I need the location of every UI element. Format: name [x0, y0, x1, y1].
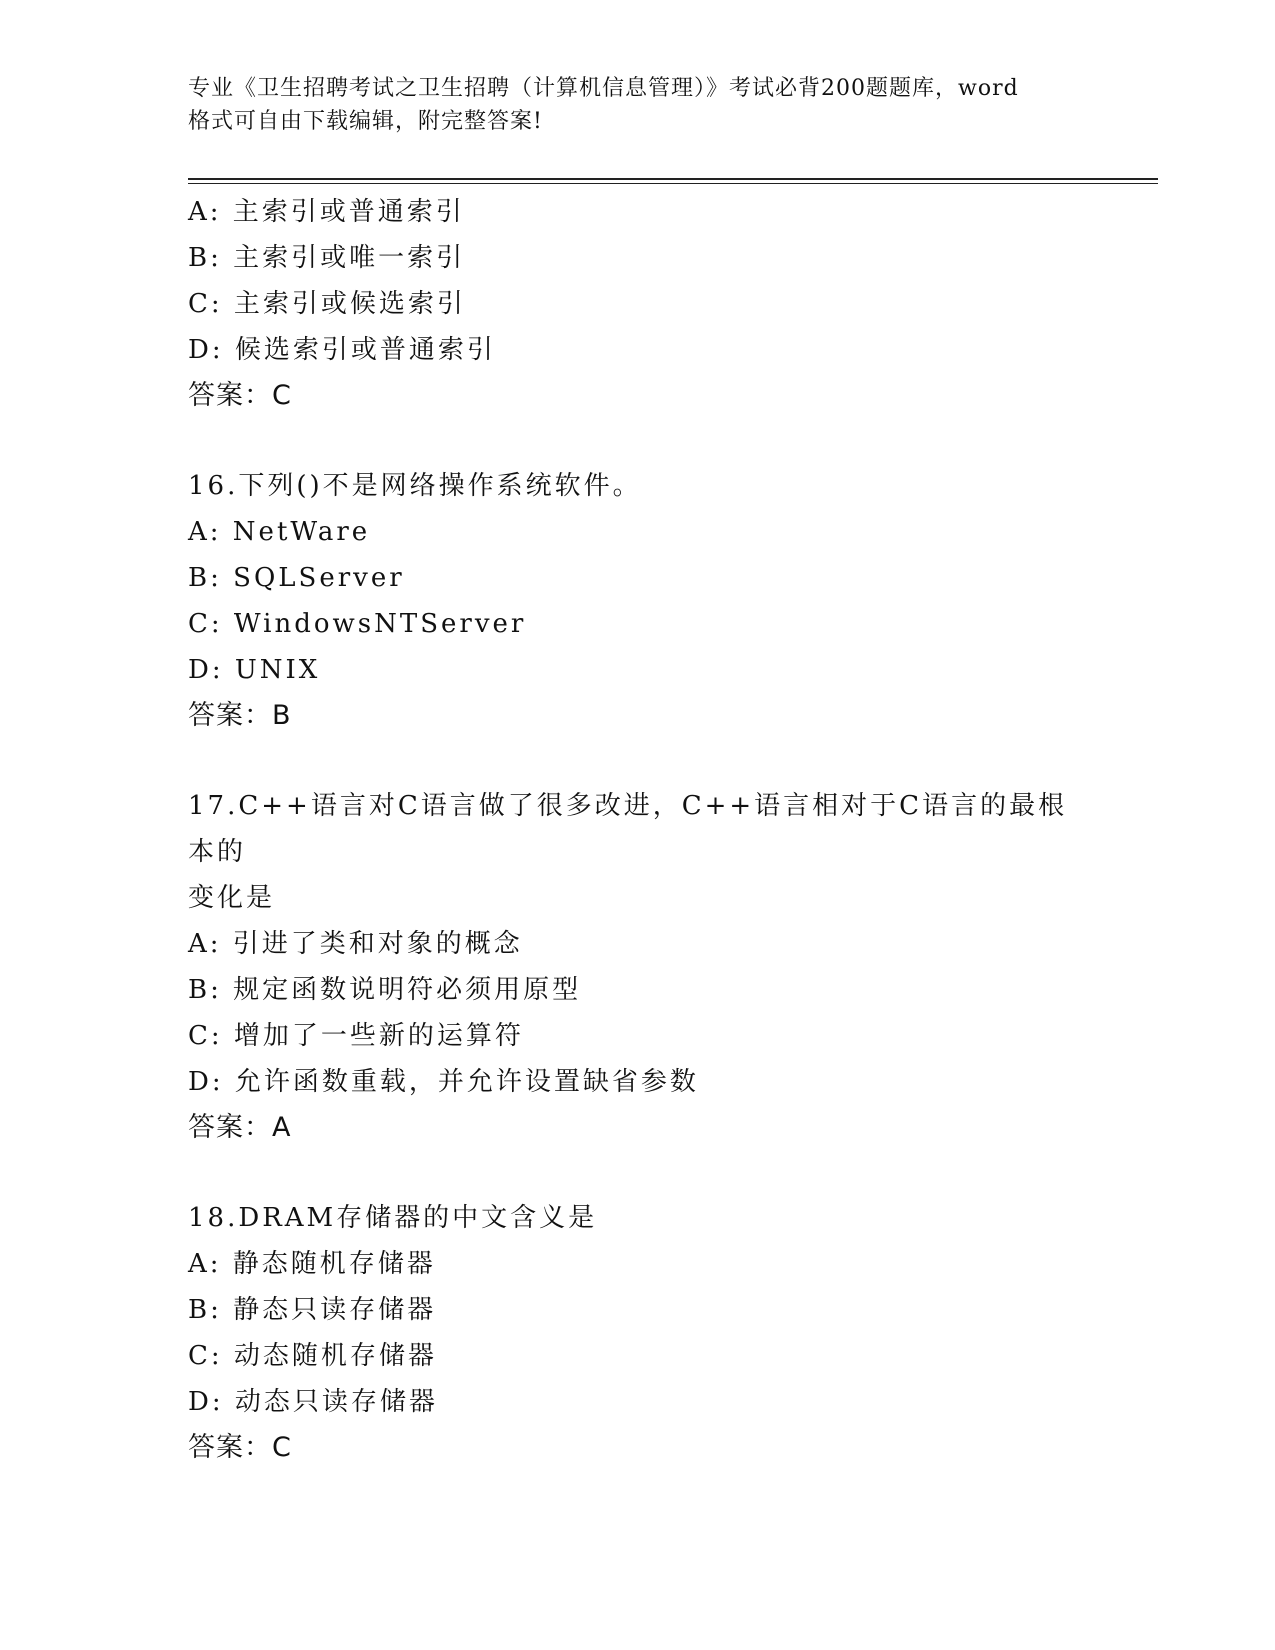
option-a: A: 静态随机存储器: [188, 1249, 436, 1279]
option-a: A: 引进了类和对象的概念: [188, 929, 523, 959]
question-spacer: [188, 739, 1088, 783]
option-a: A: 主索引或普通索引: [188, 197, 465, 227]
option-b: B: 规定函数说明符必须用原型: [188, 975, 582, 1005]
question-17: [188, 783, 1088, 1151]
option-a: A: NetWare: [188, 517, 371, 547]
question-list: [188, 189, 1088, 1471]
question-title-line-2: 变化是: [188, 883, 276, 913]
answer-line: 答案：C: [188, 380, 292, 411]
question-spacer: [188, 419, 1088, 463]
option-d: D: 允许函数重载，并允许设置缺省参数: [188, 1067, 699, 1097]
answer-line: 答案：B: [188, 700, 292, 731]
option-d: D: UNIX: [188, 655, 321, 685]
header-rule-thin: [188, 183, 1158, 184]
question-spacer: [188, 1151, 1088, 1195]
document-header: [188, 72, 1088, 138]
option-c: C: 动态随机存储器: [188, 1341, 437, 1371]
question-title-line-1: 17.C++语言对C语言做了很多改进，C++语言相对于C语言的最根本的: [188, 791, 1068, 867]
question-title: 16.下列()不是网络操作系统软件。: [188, 471, 642, 501]
answer-line: 答案：C: [188, 1432, 292, 1463]
answer-line: 答案：A: [188, 1112, 292, 1143]
option-d: D: 候选索引或普通索引: [188, 335, 496, 365]
option-c: C: WindowsNTServer: [188, 609, 527, 639]
question-18: [188, 1195, 1088, 1471]
question-title: 18.DRAM存储器的中文含义是: [188, 1203, 598, 1233]
option-b: B: SQLServer: [188, 563, 405, 593]
header-line-2: 格式可自由下载编辑，附完整答案!: [188, 109, 543, 134]
header-line-1: 专业《卫生招聘考试之卫生招聘（计算机信息管理）》考试必背200题题库，word: [188, 76, 1019, 101]
question-15: [188, 189, 1088, 419]
option-d: D: 动态只读存储器: [188, 1387, 438, 1417]
option-b: B: 静态只读存储器: [188, 1295, 437, 1325]
option-b: B: 主索引或唯一索引: [188, 243, 466, 273]
option-c: C: 增加了一些新的运算符: [188, 1021, 524, 1051]
header-rule-thick: [188, 178, 1158, 180]
option-c: C: 主索引或候选索引: [188, 289, 466, 319]
question-16: [188, 463, 1088, 739]
